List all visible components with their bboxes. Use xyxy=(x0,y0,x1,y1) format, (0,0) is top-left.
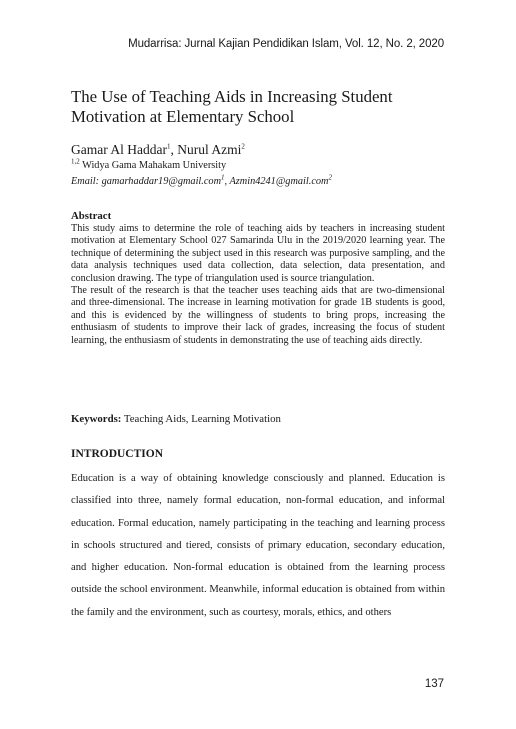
abstract-paragraph: The result of the research is that the teacher uses teaching aids that are two-dimensional and three-dimensional. The increase in learning motivation for grade 1B students is good, and this is evidenced by the willingness of students to bring props, increasing the enthusiasm of students to improve their lack of grades, increasing the focus of student learning, the enthusiasm of students in demonstrating the use of teaching aids directly. xyxy=(71,285,445,346)
email-superscript: 2 xyxy=(328,173,332,182)
keywords-text: Teaching Aids, Learning Motivation xyxy=(121,413,281,425)
affiliation-text: Widya Gama Mahakam University xyxy=(82,160,227,171)
author-name: Gamar Al Haddar xyxy=(71,142,167,157)
introduction-paragraph: Education is a way of obtaining knowledge consciously and planned. Education is classified into three, namely formal education, non-formal education, and informal education. Formal education, namely participating in the teaching and learning process in schools structured and tiered, consists of primary education, secondary education, and higher education. Non-formal education is obtained from the learning process outside the school environment. Meanwhile, informal education is obtained from within the family and the environment, such as courtesy, morals, ethics, and others xyxy=(71,473,445,618)
email-address[interactable]: gamarhaddar19@gmail.com xyxy=(101,176,222,187)
affiliation-line xyxy=(71,157,227,171)
email-separator: , xyxy=(224,176,230,187)
affiliation-superscript: 1,2 xyxy=(71,157,80,166)
introduction-body xyxy=(71,468,445,624)
keywords-label: Keywords: xyxy=(71,413,122,425)
journal-header: Mudarrisa: Jurnal Kajian Pendidikan Islam, Vol. 12, No. 2, 2020 xyxy=(128,38,444,50)
email-superscript: 1 xyxy=(221,173,225,182)
page-number: 137 xyxy=(424,678,444,690)
email-address[interactable]: Azmin4241@gmail.com xyxy=(229,176,329,187)
abstract-paragraph: This study aims to determine the role of teaching aids by teachers in increasing student motivation at Elementary School 027 Samarinda Ulu in the 2019/2020 learning year. The technique of determining the subject used in this research was purposive sampling, and the data analysis techniques used data collection, data selection, data presentation, and conclusion drawing. The type of triangulation used is source triangulation. xyxy=(71,223,445,284)
author-separator: , xyxy=(170,142,178,157)
email-label: Email: xyxy=(71,176,102,187)
abstract-body xyxy=(71,223,445,347)
article-title: The Use of Teaching Aids in Increasing Student Motivation at Elementary School xyxy=(71,87,393,126)
keywords-line xyxy=(71,413,281,425)
abstract-heading: Abstract xyxy=(71,210,112,222)
author-line xyxy=(71,142,245,158)
author-superscript: 2 xyxy=(241,142,245,151)
author-name: Nurul Azmi xyxy=(177,142,242,157)
email-line xyxy=(71,173,332,187)
author-superscript: 1 xyxy=(166,142,171,151)
introduction-heading: INTRODUCTION xyxy=(71,448,164,460)
